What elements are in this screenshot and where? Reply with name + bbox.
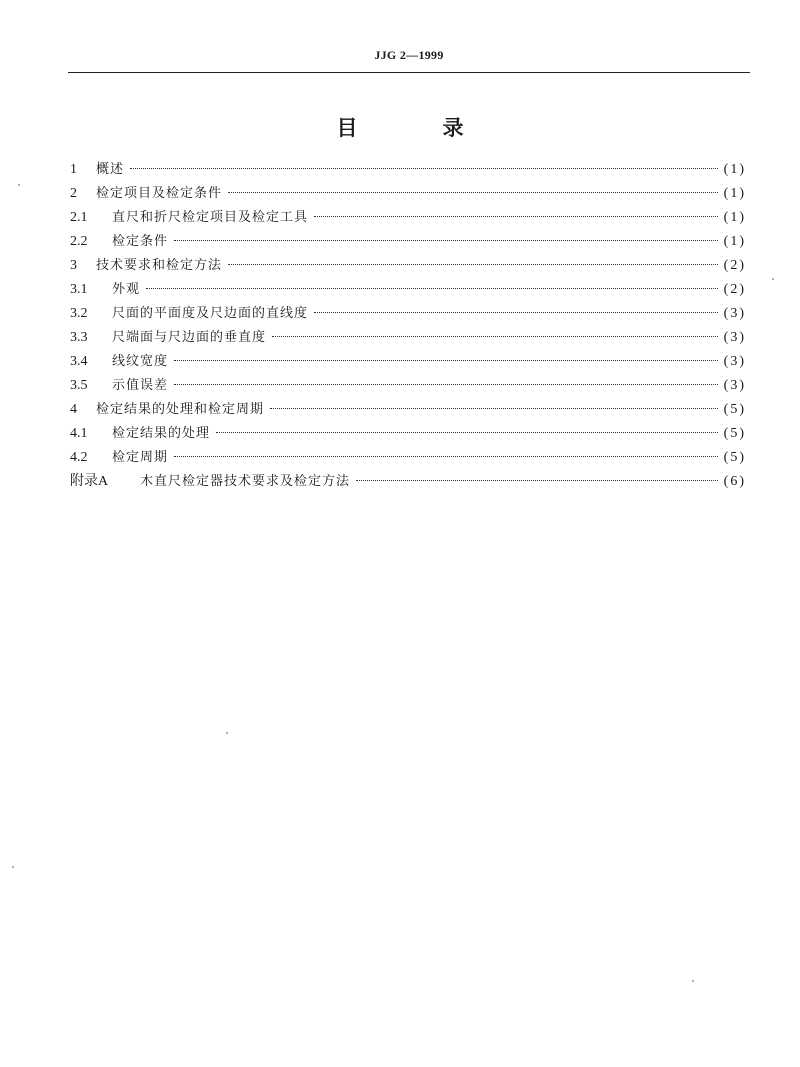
toc-entry-title: 直尺和折尺检定项目及检定工具	[112, 210, 309, 225]
toc-title: 目 录	[336, 116, 496, 140]
toc-entry-number: 4	[70, 402, 77, 417]
toc-leader-dots	[228, 192, 718, 193]
scan-speck	[226, 732, 228, 734]
toc-entry	[70, 254, 746, 278]
toc-leader-dots	[174, 456, 718, 457]
toc-entry-number: 3	[70, 258, 77, 273]
toc-entry-title: 检定结果的处理和检定周期	[96, 402, 265, 417]
toc-entry-number: 2	[70, 186, 77, 201]
toc-leader-dots	[272, 336, 718, 337]
toc-entry	[70, 350, 746, 374]
toc-entry-page: (1)	[723, 210, 746, 225]
scan-speck	[772, 278, 774, 280]
toc-entry	[70, 278, 746, 302]
scan-speck	[12, 866, 14, 868]
toc-entry	[70, 374, 746, 398]
toc-entry	[70, 230, 746, 254]
page-header: JJG 2—1999	[374, 48, 444, 62]
toc-entry-page: (5)	[723, 402, 746, 417]
toc-entry-title: 外观	[112, 282, 141, 297]
toc-list	[70, 158, 746, 494]
toc-entry-title: 检定条件	[112, 234, 169, 249]
toc-leader-dots	[314, 312, 718, 313]
toc-entry-page: (2)	[723, 258, 746, 273]
toc-entry-page: (1)	[723, 162, 746, 177]
toc-leader-dots	[146, 288, 718, 289]
toc-entry-number: 2.1	[70, 210, 88, 225]
toc-entry-number: 1	[70, 162, 77, 177]
toc-entry	[70, 470, 746, 494]
toc-entry-page: (2)	[723, 282, 746, 297]
toc-entry-page: (3)	[723, 354, 746, 369]
toc-entry-number: 附录A	[70, 474, 109, 489]
toc-entry-title: 技术要求和检定方法	[96, 258, 223, 273]
toc-entry-title: 尺端面与尺边面的垂直度	[112, 330, 267, 345]
toc-entry-page: (1)	[723, 186, 746, 201]
toc-leader-dots	[130, 168, 718, 169]
toc-leader-dots	[174, 240, 718, 241]
toc-entry-page: (5)	[723, 426, 746, 441]
scan-speck	[692, 980, 694, 982]
toc-entry	[70, 446, 746, 470]
toc-leader-dots	[270, 408, 718, 409]
toc-leader-dots	[228, 264, 718, 265]
toc-entry-number: 3.3	[70, 330, 88, 345]
toc-leader-dots	[314, 216, 718, 217]
toc-entry-number: 4.1	[70, 426, 88, 441]
toc-leader-dots	[216, 432, 718, 433]
toc-entry	[70, 206, 746, 230]
toc-entry	[70, 422, 746, 446]
toc-entry	[70, 158, 746, 182]
toc-entry-page: (3)	[723, 330, 746, 345]
toc-entry-number: 3.2	[70, 306, 88, 321]
scan-speck	[18, 184, 20, 186]
toc-entry	[70, 326, 746, 350]
toc-entry-title: 示值误差	[112, 378, 169, 393]
toc-entry-title: 检定项目及检定条件	[96, 186, 223, 201]
toc-entry	[70, 398, 746, 422]
toc-entry-page: (6)	[723, 474, 746, 489]
toc-entry-title: 线纹宽度	[112, 354, 169, 369]
toc-entry-number: 2.2	[70, 234, 88, 249]
toc-entry-title: 检定结果的处理	[112, 426, 211, 441]
toc-entry-number: 3.4	[70, 354, 88, 369]
toc-entry-title: 尺面的平面度及尺边面的直线度	[112, 306, 309, 321]
toc-entry-page: (3)	[723, 306, 746, 321]
toc-entry-title: 检定周期	[112, 450, 169, 465]
toc-entry	[70, 302, 746, 326]
toc-entry-number: 4.2	[70, 450, 88, 465]
toc-leader-dots	[174, 384, 718, 385]
toc-leader-dots	[174, 360, 718, 361]
toc-entry-page: (1)	[723, 234, 746, 249]
toc-entry-title: 概述	[96, 162, 125, 177]
toc-entry-title: 木直尺检定器技术要求及检定方法	[140, 474, 351, 489]
toc-entry-number: 3.5	[70, 378, 88, 393]
toc-entry-page: (3)	[723, 378, 746, 393]
toc-entry	[70, 182, 746, 206]
toc-entry-number: 3.1	[70, 282, 88, 297]
toc-leader-dots	[356, 480, 718, 481]
header-rule	[68, 72, 750, 73]
toc-entry-page: (5)	[723, 450, 746, 465]
